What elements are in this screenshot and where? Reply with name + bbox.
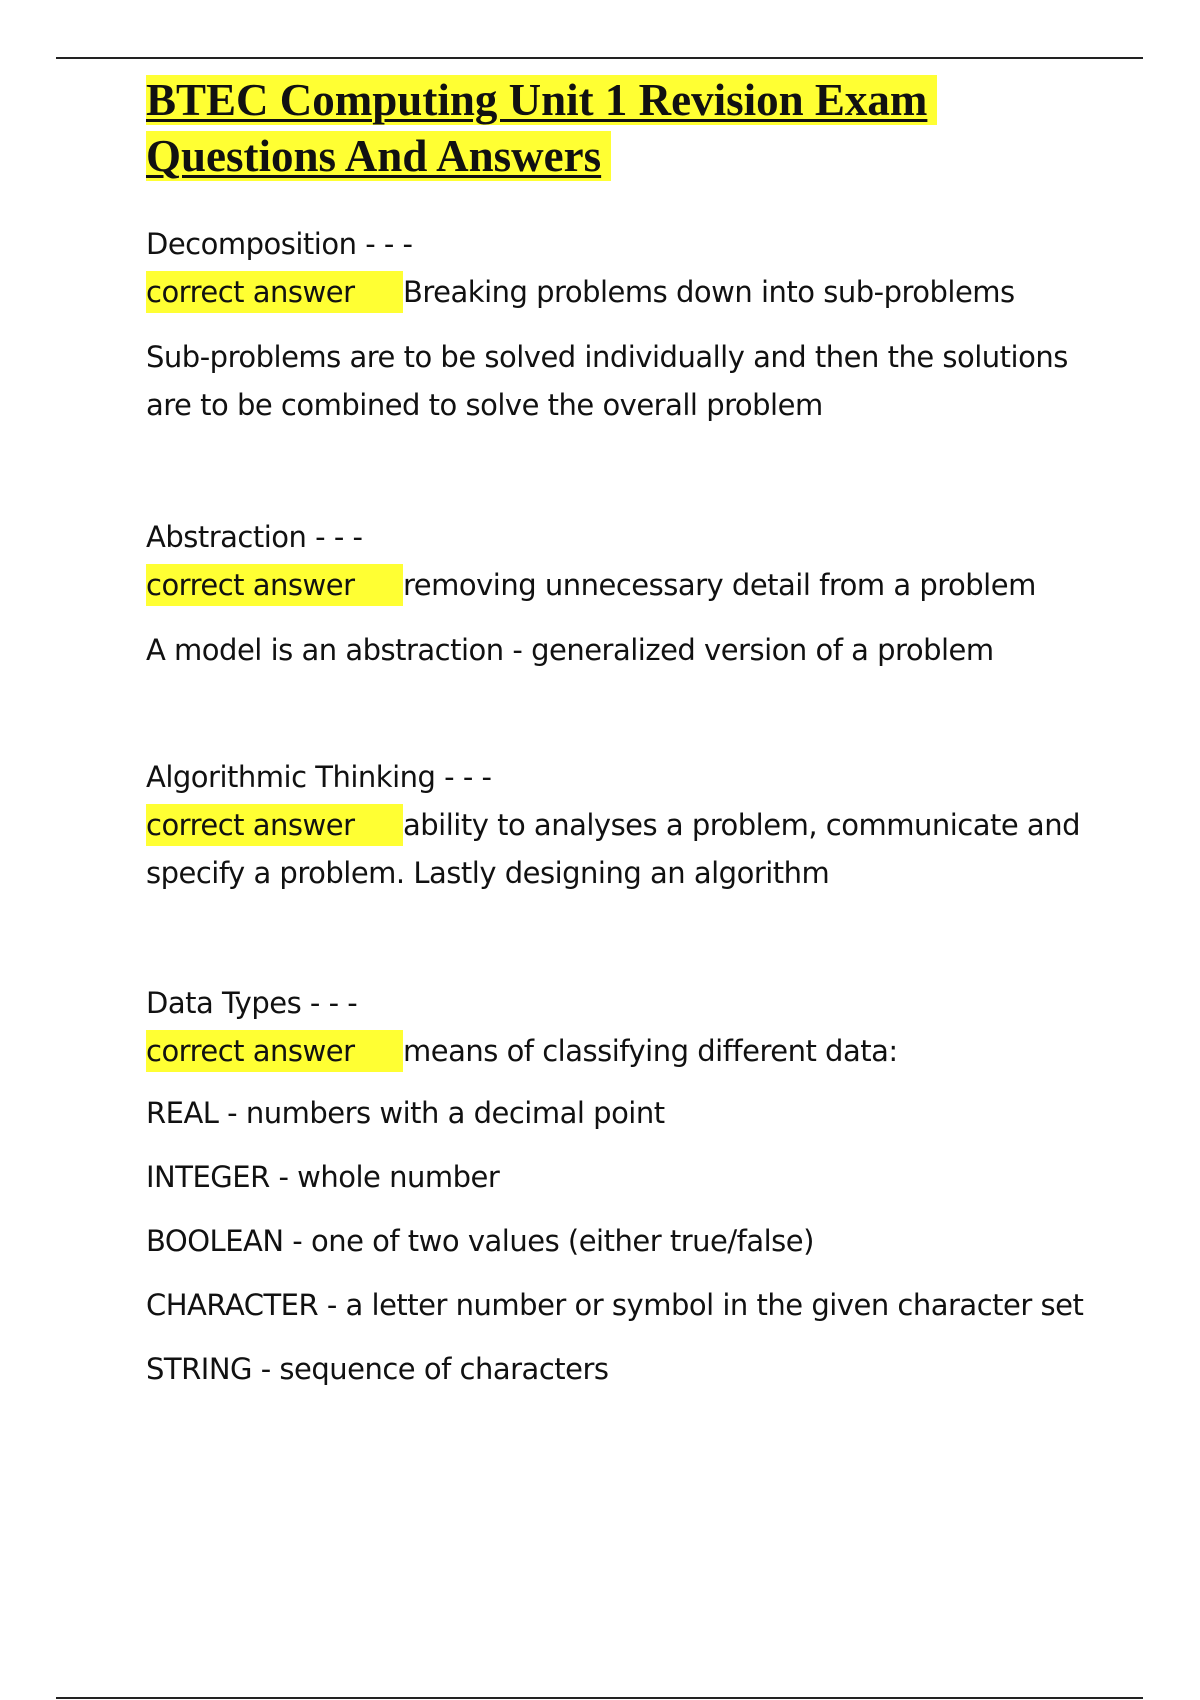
answer-text: means of classifying different data: bbox=[403, 1034, 898, 1068]
qa-entry-algorithmic-thinking bbox=[146, 753, 1106, 897]
answer-label-highlight: correct answer bbox=[146, 271, 403, 313]
data-type-real: REAL - numbers with a decimal point bbox=[146, 1096, 665, 1130]
answer-text: Breaking problems down into sub-problems bbox=[403, 275, 1015, 309]
document-body bbox=[146, 72, 1106, 1393]
top-rule bbox=[56, 57, 1143, 59]
entry-answer bbox=[146, 561, 1106, 609]
qa-entry-data-types bbox=[146, 979, 1106, 1393]
qa-entry-abstraction bbox=[146, 513, 1106, 674]
entry-term: Abstraction - - - bbox=[146, 520, 363, 554]
data-type-boolean: BOOLEAN - one of two values (either true/false) bbox=[146, 1224, 814, 1258]
entry-detail: Sub-problems are to be solved individually and then the solutions are to be combined to solve the overall problem bbox=[146, 340, 1068, 422]
data-type-integer: INTEGER - whole number bbox=[146, 1160, 500, 1194]
entry-term: Data Types - - - bbox=[146, 986, 358, 1020]
document-title bbox=[146, 72, 1026, 184]
entry-answer bbox=[146, 1027, 1106, 1075]
data-type-string: STRING - sequence of characters bbox=[146, 1352, 609, 1386]
bottom-rule bbox=[56, 1697, 1143, 1699]
answer-label-highlight: correct answer bbox=[146, 804, 403, 846]
entry-answer bbox=[146, 801, 1106, 897]
entry-term: Decomposition - - - bbox=[146, 227, 413, 261]
entry-answer bbox=[146, 268, 1106, 316]
answer-label-highlight: correct answer bbox=[146, 1030, 403, 1072]
data-type-character: CHARACTER - a letter number or symbol in the given character set bbox=[146, 1288, 1084, 1322]
answer-label-highlight: correct answer bbox=[146, 564, 403, 606]
answer-text: removing unnecessary detail from a problem bbox=[403, 568, 1036, 602]
entry-term: Algorithmic Thinking - - - bbox=[146, 760, 492, 794]
answer-text: ability to analyses a problem, communicate and specify a problem. Lastly designing an algorithm bbox=[146, 808, 1080, 890]
entry-detail: A model is an abstraction - generalized version of a problem bbox=[146, 633, 994, 667]
qa-entry-decomposition bbox=[146, 220, 1106, 429]
title-highlight: BTEC Computing Unit 1 Revision Exam Questions And Answers bbox=[146, 75, 937, 181]
